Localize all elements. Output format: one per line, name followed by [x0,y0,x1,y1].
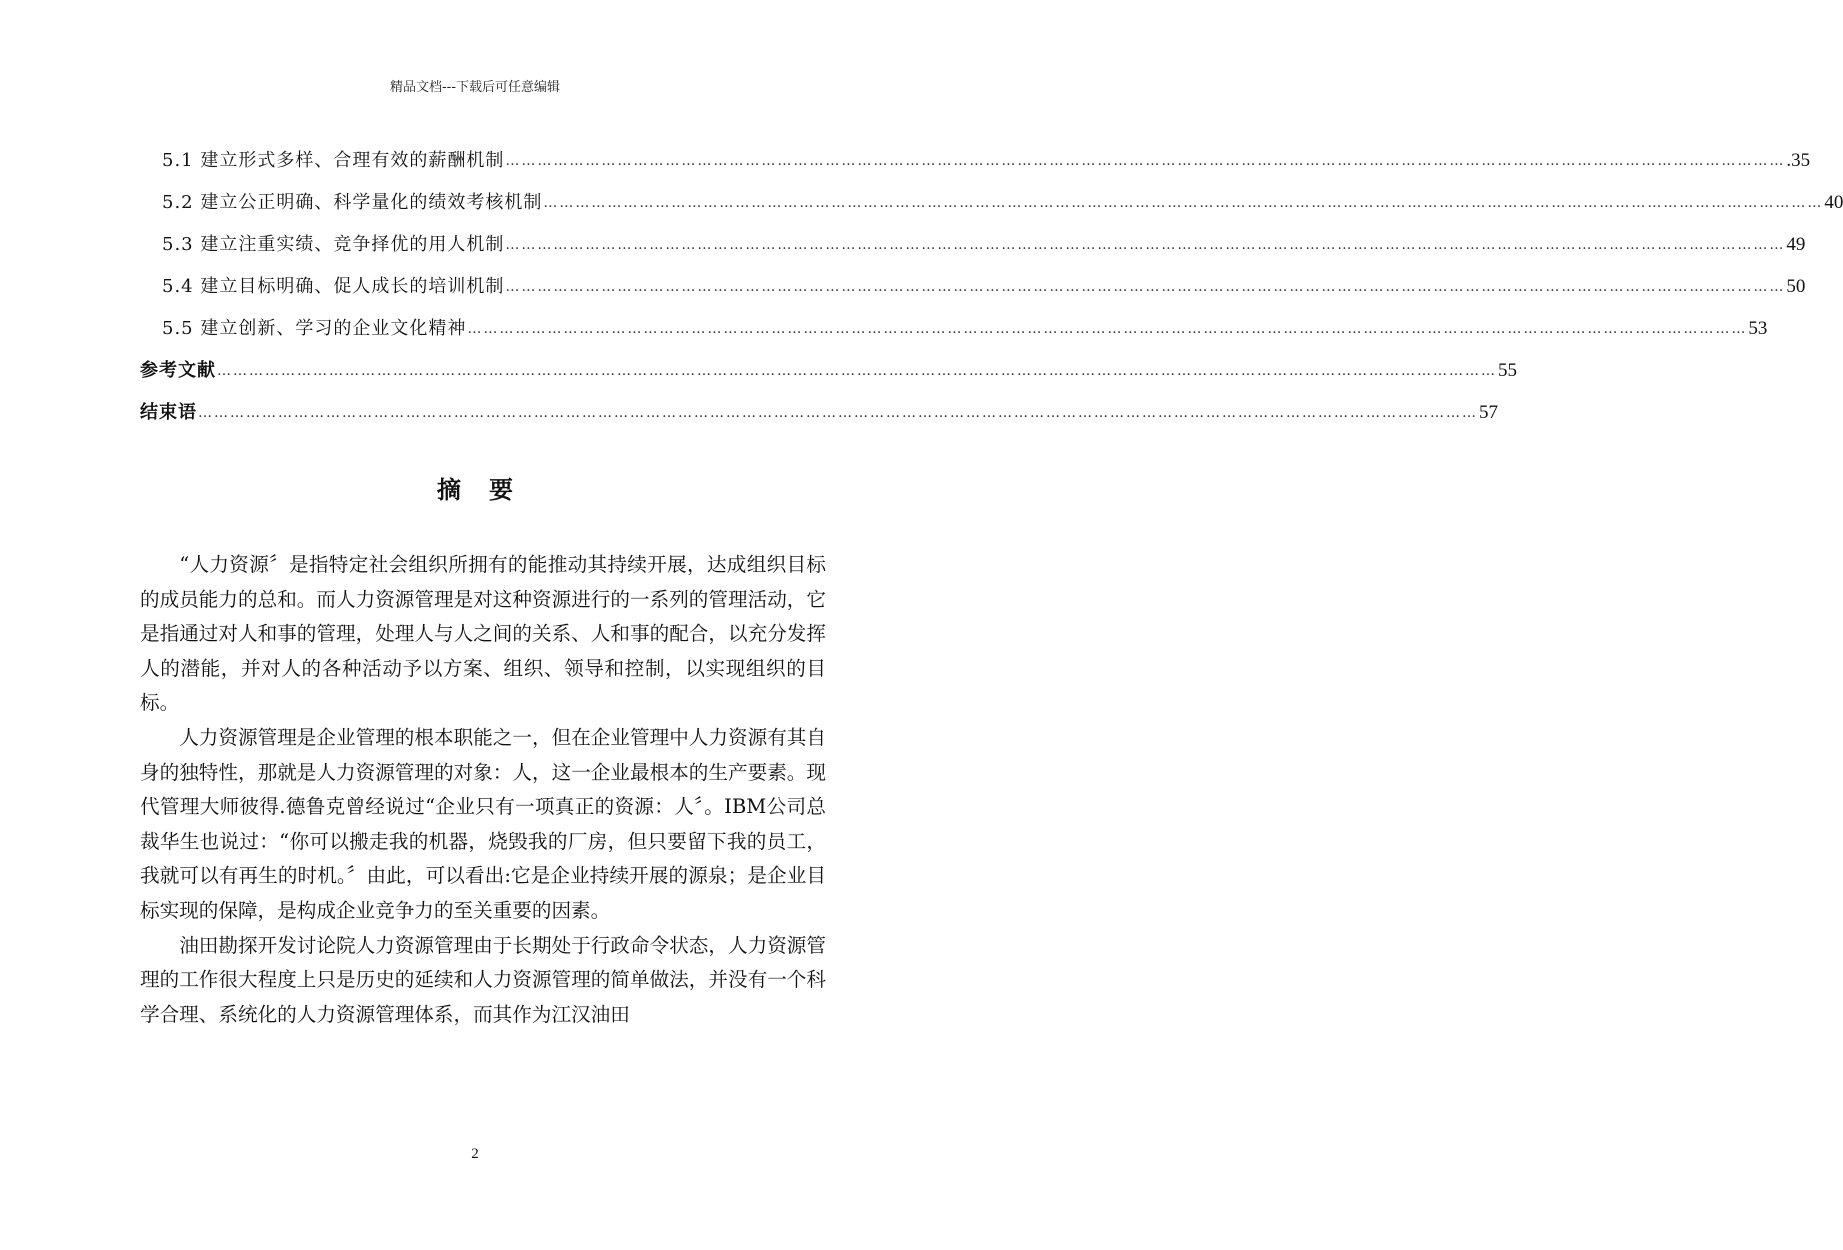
toc-entry-page: 53 [1748,318,1768,339]
page-number: 2 [471,1146,479,1162]
toc-entry-page: 49 [1786,234,1806,255]
toc-entry-label: 结束语 [140,402,197,423]
toc-entry [162,142,1811,172]
toc-entry-conclusion [140,394,1498,424]
toc-entry-page: .35 [1786,150,1811,171]
toc-entry-label: 5.3 建立注重实绩、竞争择优的用人机制 [162,234,505,255]
toc-entry [162,310,1768,340]
toc-leader-dots: …………………………………………………………………………………………………………………………………………………………………………………………………………………… [543,195,1824,211]
toc-entry-label: 参考文献 [140,360,216,381]
toc-entry [162,226,1806,256]
toc-leader-dots: …………………………………………………………………………………………………………………………………………………………………………………………………………………… [505,237,1786,253]
toc-entry [162,184,1843,214]
toc-entry-page: 40 [1824,192,1843,213]
toc-entry-page: 55 [1498,360,1517,381]
page-header: 精品文档---下载后可任意编辑 [389,80,561,95]
toc-entry-label: 5.4 建立目标明确、促人成长的培训机制 [162,276,505,297]
abstract-title: 摘要 [437,476,541,504]
toc-entry-label: 5.2 建立公正明确、科学量化的绩效考核机制 [162,192,543,213]
toc-entry-page: 57 [1479,402,1498,423]
toc-entry-label: 5.1 建立形式多样、合理有效的薪酬机制 [162,150,505,171]
abstract-body [140,548,826,1032]
toc-leader-dots: …………………………………………………………………………………………………………………………………………………………………………………………………………………… [505,279,1786,295]
toc-entry-page: 50 [1786,276,1806,297]
toc-leader-dots: …………………………………………………………………………………………………………………………………………………………………………………………………………………… [198,405,1478,421]
abstract-paragraph: 油田勘探开发讨论院人力资源管理由于长期处于行政命令状态，人力资源管理的工作很大程度上只是历史的延续和人力资源管理的简单做法，并没有一个科学合理、系统化的人力资源管理体系，而其作为江汉油田 [140,933,826,1026]
abstract-paragraph: “人力资源〞是指特定社会组织所拥有的能推动其持续开展，达成组织目标的成员能力的总和。而人力资源管理是对这种资源进行的一系列的管理活动，它是指通过对人和事的管理，处理人与人之间的关系、人和事的配合，以充分发挥人的潜能，并对人的各种活动予以方案、组织、领导和控制，以实现组织的目标。 [140,553,826,715]
toc-leader-dots: …………………………………………………………………………………………………………………………………………………………………………………………………………………… [505,153,1786,169]
toc-leader-dots: …………………………………………………………………………………………………………………………………………………………………………………………………………………… [217,363,1497,379]
toc-leader-dots: …………………………………………………………………………………………………………………………………………………………………………………………………………………… [467,321,1748,337]
toc-entry-references [140,352,1517,382]
abstract-paragraph: 人力资源管理是企业管理的根本职能之一，但在企业管理中人力资源有其自身的独特性，那就是人力资源管理的对象：人，这一企业最根本的生产要素。现代管理大师彼得.德鲁克曾经说过“企业只有一项真正的资源：人〞。IBM公司总裁华生也说过：“你可以搬走我的机器，烧毁我的厂房，但只要留下我的员工，我就可以有再生的时机。〞由此，可以看出:它是企业持续开展的源泉；是企业目标实现的保障，是构成企业竞争力的至关重要的因素。 [140,725,826,922]
toc-entry [162,268,1806,298]
toc-entry-label: 5.5 建立创新、学习的企业文化精神 [162,318,467,339]
